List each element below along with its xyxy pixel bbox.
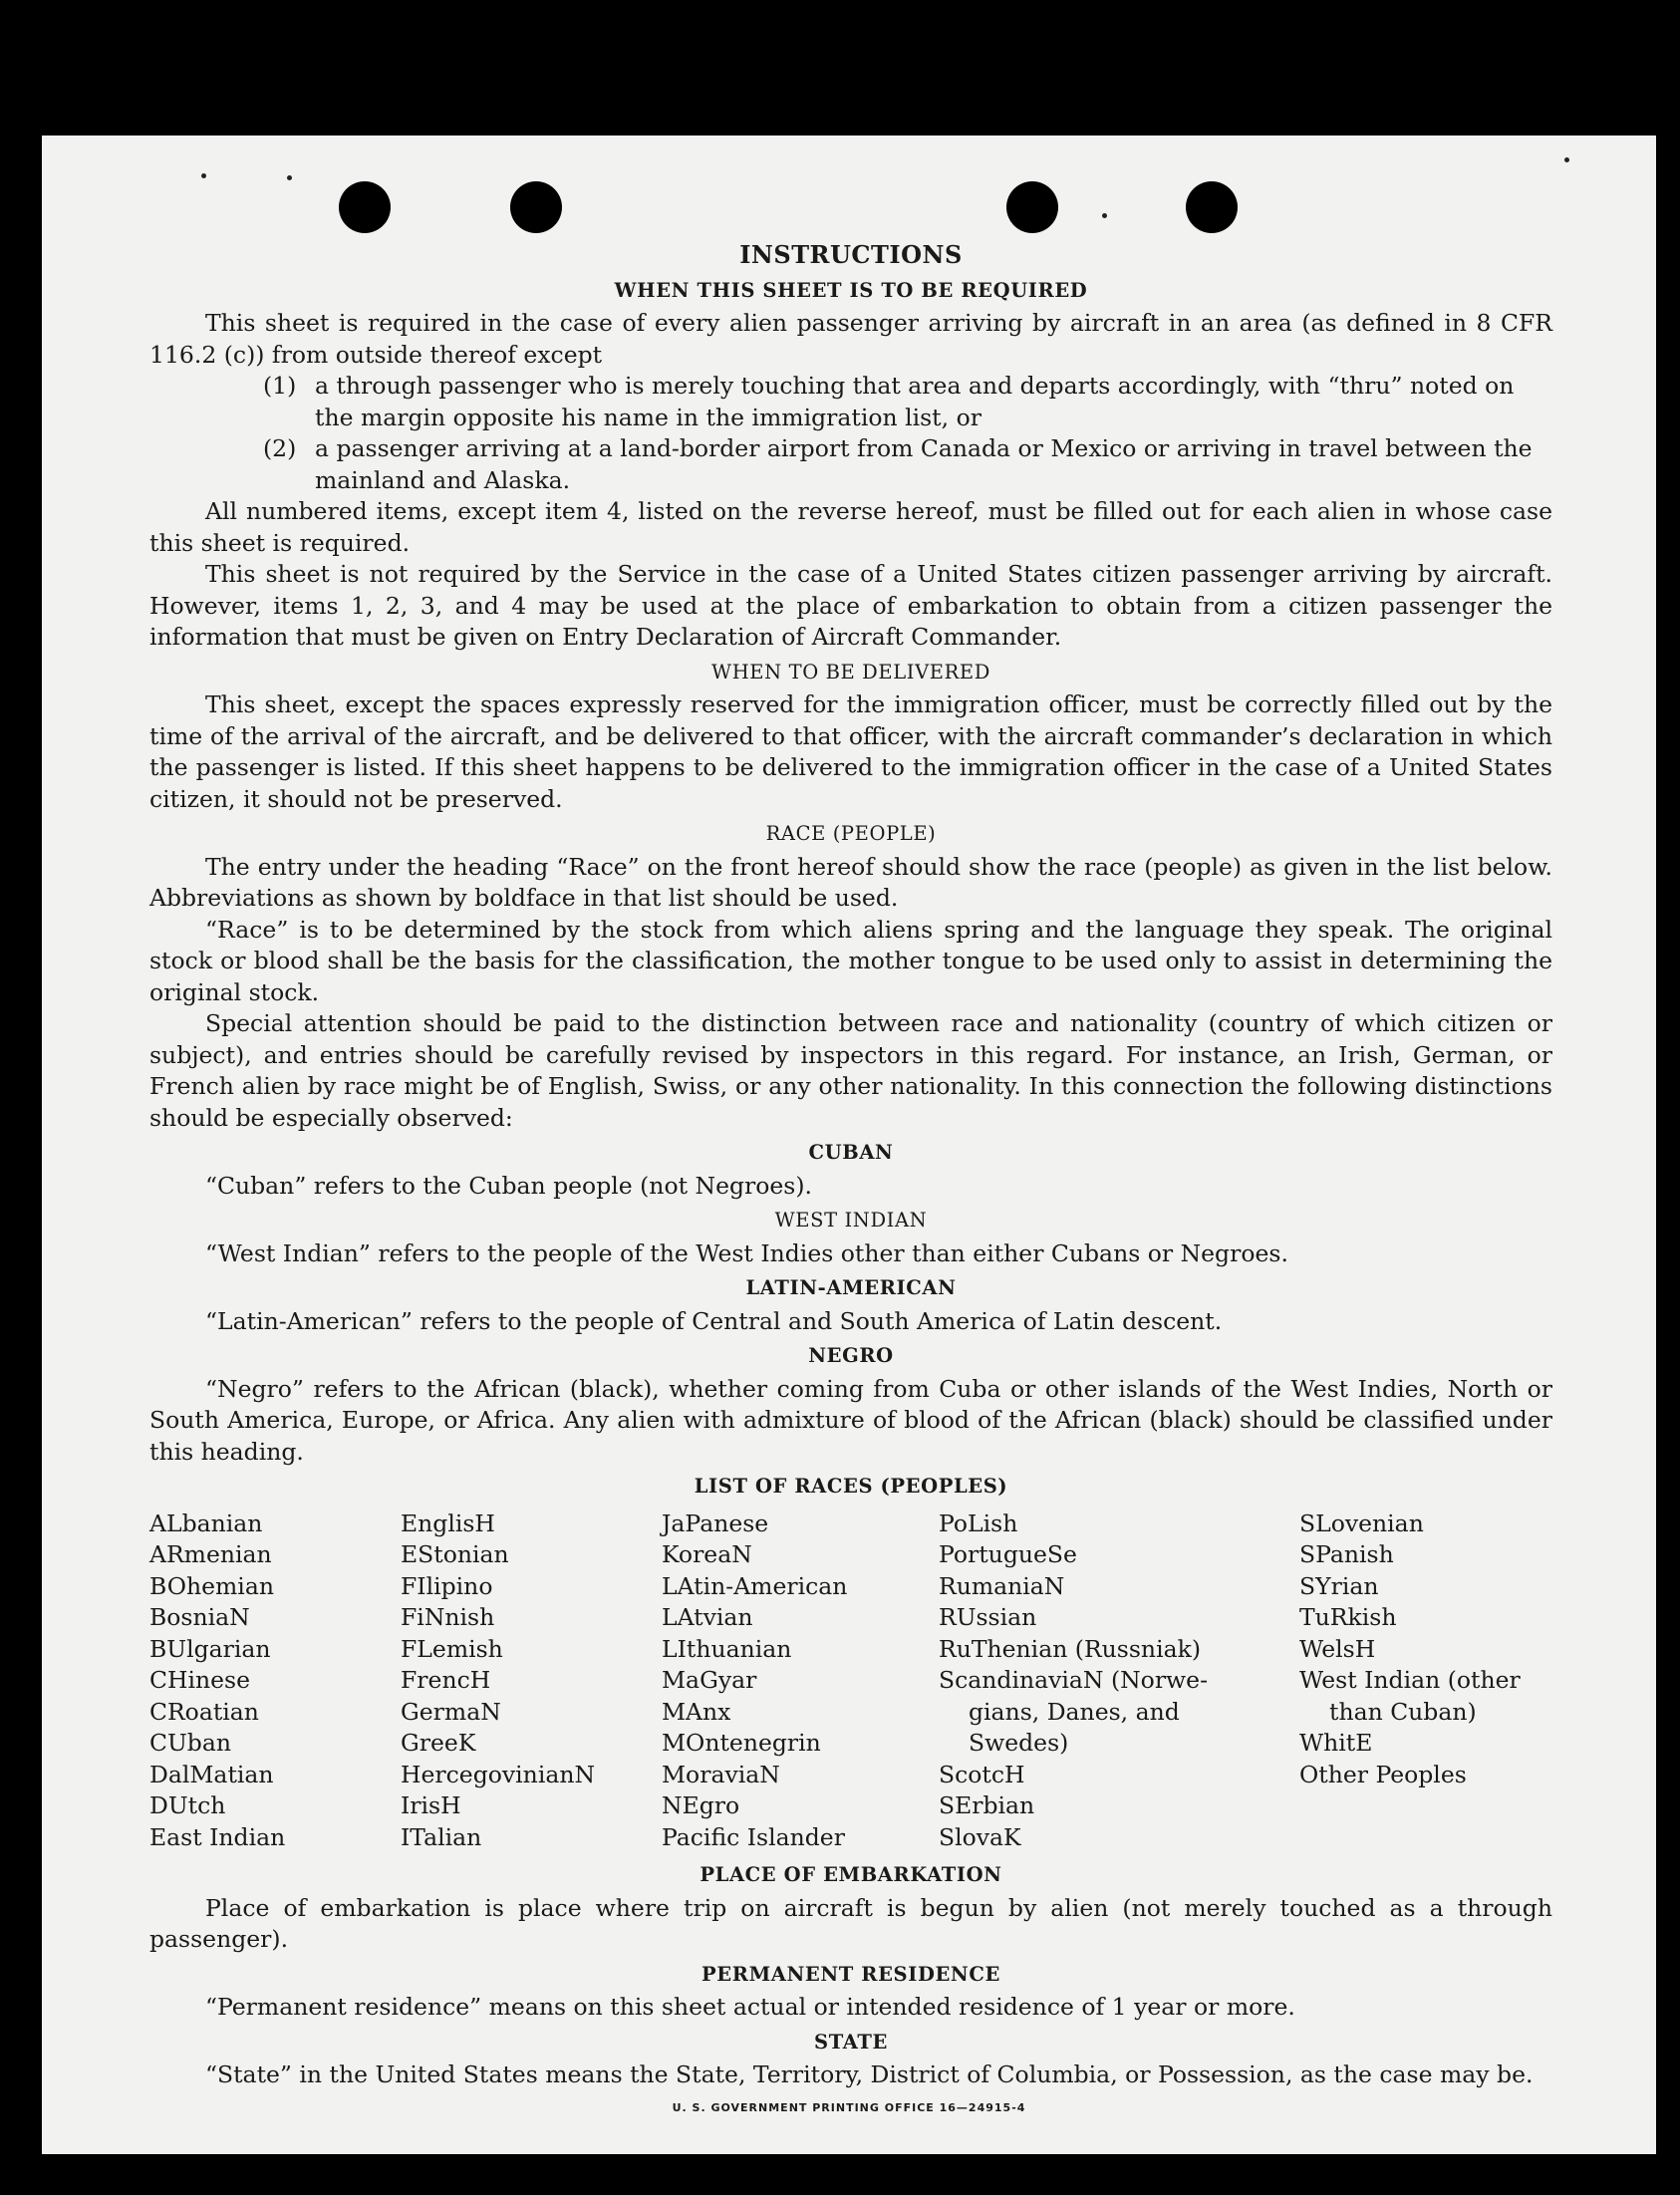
race-entry: BosniaN xyxy=(149,1603,250,1631)
race-entry: HercegovinianN xyxy=(401,1760,596,1788)
race-entry: GermaN xyxy=(401,1697,501,1726)
item-text: a passenger arriving at a land-border airport from Canada or Mexico or arriving in travel between the mainland and Alaska. xyxy=(315,434,1533,494)
paragraph: “Cuban” refers to the Cuban people (not Negroes). xyxy=(205,1171,813,1200)
paragraph: “Race” is to be determined by the stock from which aliens spring and the language they speak. The original stock or blood shall be the basis for the classification, the mother tongue to be used only to assist in determining the original stock. xyxy=(149,915,1552,1006)
section-heading-state: STATE xyxy=(814,2030,888,2054)
race-entry: WhitE xyxy=(1299,1729,1373,1757)
race-entry-continued: Swedes) xyxy=(969,1729,1069,1757)
race-entry: BUlgarian xyxy=(149,1634,271,1663)
race-entry: LAtvian xyxy=(662,1603,753,1631)
race-entry: SPanish xyxy=(1299,1540,1394,1568)
race-entry: KoreaN xyxy=(662,1540,752,1568)
race-entry: MaGyar xyxy=(662,1666,757,1694)
document-sheet xyxy=(42,136,1656,2154)
race-entry: DalMatian xyxy=(149,1760,274,1788)
race-entry: CRoatian xyxy=(149,1697,259,1726)
race-entry: CUban xyxy=(149,1729,231,1757)
section-heading-west-indian: WEST INDIAN xyxy=(774,1209,928,1232)
race-entry-continued: than Cuban) xyxy=(1329,1697,1477,1726)
section-heading-list-of-races: LIST OF RACES (PEOPLES) xyxy=(694,1475,1008,1498)
race-entry: SLovenian xyxy=(1299,1509,1424,1537)
paragraph: “Permanent residence” means on this sheet actual or intended residence of 1 year or more. xyxy=(205,1993,1295,2021)
section-heading-required: WHEN THIS SHEET IS TO BE REQUIRED xyxy=(614,278,1088,302)
dust-speck xyxy=(1564,157,1569,162)
item-number: (1) xyxy=(263,372,297,400)
section-heading-residence: PERMANENT RESIDENCE xyxy=(701,1962,1000,1986)
race-entry: FrencH xyxy=(401,1666,491,1694)
paragraph: “Negro” refers to the African (black), whether coming from Cuba or other islands of the West Indies, North or South America, Europe, or Africa. Any alien with admixture of blood of the African (black) should be classified under this heading. xyxy=(149,1374,1552,1466)
race-entry: IrisH xyxy=(401,1791,461,1819)
race-column xyxy=(662,1509,939,1854)
race-entry: PoLish xyxy=(939,1509,1018,1537)
section-heading-negro: NEGRO xyxy=(808,1344,894,1367)
race-entry: FiNnish xyxy=(401,1603,495,1631)
punch-hole xyxy=(510,181,562,233)
paragraph: Special attention should be paid to the distinction between race and nationality (country of which citizen or subject), and entries should be carefully revised by inspectors in this regard. For instance, an Irish, German, or French alien by race might be of English, Swiss, or any other nationality. In this connection the following distinctions should be especially observed: xyxy=(149,1009,1552,1132)
race-entry: RumaniaN xyxy=(939,1571,1065,1600)
race-entry: ScandinaviaN (Norwe- xyxy=(939,1666,1209,1694)
dust-speck xyxy=(201,173,206,178)
race-entry: MOntenegrin xyxy=(662,1729,821,1757)
race-entry: BOhemian xyxy=(149,1571,274,1600)
paragraph: This sheet, except the spaces expressly reserved for the immigration officer, must be correctly filled out by the time of the arrival of the aircraft, and be delivered to that officer, with the aircraft commander’s declaration in which the passenger is listed. If this sheet happens to be delivered to the immigration officer in the case of a United States citizen, it should not be preserved. xyxy=(149,690,1552,813)
paragraph: The entry under the heading “Race” on the front hereof should show the race (people) as given in the list below. Abbreviations as shown by boldface in that list should be used. xyxy=(149,852,1552,912)
race-entry: ARmenian xyxy=(149,1540,272,1568)
section-heading-embarkation: PLACE OF EMBARKATION xyxy=(700,1863,1002,1886)
race-entry: SErbian xyxy=(939,1791,1035,1819)
race-entry: DUtch xyxy=(149,1791,226,1819)
paragraph: All numbered items, except item 4, listed on the reverse hereof, must be filled out for each alien in whose case this sheet is required. xyxy=(149,497,1552,557)
item-text: a through passenger who is merely touching that area and departs accordingly, with “thru” noted on the margin opposite his name in the immigration list, or xyxy=(315,372,1515,431)
race-entry: ALbanian xyxy=(149,1509,263,1537)
race-column xyxy=(1299,1509,1552,1854)
race-entry: TuRkish xyxy=(1299,1603,1397,1631)
instructions-content xyxy=(149,239,1552,2091)
race-entry: SlovaK xyxy=(939,1822,1021,1851)
race-entry: MAnx xyxy=(662,1697,731,1726)
race-entry: NEgro xyxy=(662,1791,740,1819)
paragraph: “State” in the United States means the State, Territory, District of Columbia, or Possession, as the case may be. xyxy=(205,2060,1534,2088)
race-entry: WelsH xyxy=(1299,1634,1376,1663)
race-column xyxy=(401,1509,662,1854)
race-entry-continued: gians, Danes, and xyxy=(969,1697,1180,1726)
race-entry: LAtin-American xyxy=(662,1571,848,1600)
section-heading-delivered: WHEN TO BE DELIVERED xyxy=(711,660,990,684)
race-entry: SYrian xyxy=(1299,1571,1379,1600)
paragraph: “West Indian” refers to the people of the West Indies other than either Cubans or Negroes. xyxy=(205,1238,1288,1267)
race-column xyxy=(939,1509,1299,1854)
race-entry: Other Peoples xyxy=(1299,1760,1467,1788)
race-entry: West Indian (other xyxy=(1299,1666,1521,1694)
paragraph: This sheet is required in the case of every alien passenger arriving by aircraft in an area (as defined in 8 CFR 116.2 (c)) from outside thereof except xyxy=(149,309,1552,369)
race-entry: FIlipino xyxy=(401,1571,493,1600)
punch-hole xyxy=(1186,181,1238,233)
race-entry: East Indian xyxy=(149,1822,286,1851)
race-entry: JaPanese xyxy=(662,1509,769,1537)
section-heading-cuban: CUBAN xyxy=(808,1141,894,1164)
race-list xyxy=(149,1509,1552,1854)
race-entry: Pacific Islander xyxy=(662,1822,845,1851)
page-title: INSTRUCTIONS xyxy=(739,240,963,269)
list-item xyxy=(149,371,1552,433)
punch-hole xyxy=(339,181,391,233)
race-entry: EnglisH xyxy=(401,1509,495,1537)
race-entry: ITalian xyxy=(401,1822,482,1851)
printing-office-footer: U. S. GOVERNMENT PRINTING OFFICE 16—24915-4 xyxy=(672,2101,1026,2114)
section-heading-race: RACE (PEOPLE) xyxy=(765,822,937,845)
race-entry: CHinese xyxy=(149,1666,250,1694)
item-number: (2) xyxy=(263,434,297,462)
dust-speck xyxy=(1102,213,1107,218)
race-column xyxy=(149,1509,401,1854)
paragraph: Place of embarkation is place where trip on aircraft is begun by alien (not merely touched as a through passenger). xyxy=(149,1893,1552,1953)
paragraph: This sheet is not required by the Service in the case of a United States citizen passenger arriving by aircraft. However, items 1, 2, 3, and 4 may be used at the place of embarkation to obtain from a citizen passenger the information that must be given on Entry Declaration of Aircraft Commander. xyxy=(149,560,1552,651)
race-entry: RuThenian (Russniak) xyxy=(939,1634,1201,1663)
race-entry: RUssian xyxy=(939,1603,1037,1631)
race-entry: GreeK xyxy=(401,1729,476,1757)
race-entry: PortugueSe xyxy=(939,1540,1077,1568)
race-entry: ScotcH xyxy=(939,1760,1025,1788)
list-item xyxy=(149,433,1552,496)
paragraph: “Latin-American” refers to the people of Central and South America of Latin descent. xyxy=(205,1306,1223,1335)
dust-speck xyxy=(287,175,292,180)
race-entry: FLemish xyxy=(401,1634,503,1663)
race-entry: MoraviaN xyxy=(662,1760,780,1788)
section-heading-latin-american: LATIN-AMERICAN xyxy=(745,1276,957,1299)
race-entry: LIthuanian xyxy=(662,1634,792,1663)
punch-hole xyxy=(1006,181,1058,233)
race-entry: EStonian xyxy=(401,1540,509,1568)
